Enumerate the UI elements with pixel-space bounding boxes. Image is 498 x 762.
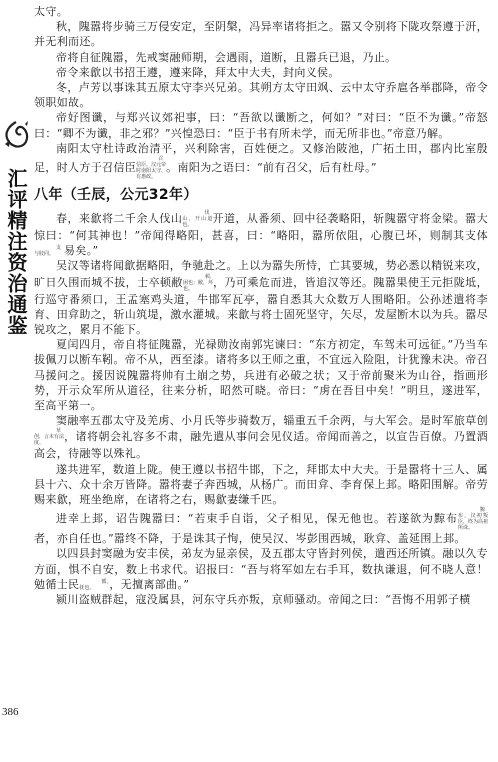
paragraph: 帝令来歙以书招王遵，遵来降，拜太中大夫，封向义侯。 (56, 65, 340, 79)
annotation-note: 伐山，开山道也。 (182, 210, 213, 229)
paragraph (34, 141, 488, 180)
annotation-note: 顿，困也；敝，坏也。 (182, 273, 215, 292)
paragraph (34, 507, 488, 546)
paragraph: 帝好图谶，与郑兴议郊祀事，曰：“吾欲以谶断之，何如？”对曰：“臣不为谶。”帝怒曰：“卿不为谶，非之邪？”兴惶恐曰：“臣于书有所未学，而无所非也。”帝意乃解。 (34, 111, 488, 140)
paragraph (34, 413, 488, 461)
paragraph (34, 210, 488, 258)
paragraph-text: 吴汉等诸将闻歙据略阳，争驰赴之。上以为嚣失所恃，亡其要城，势必悉以精锐来攻，旷日久围而城不拔，士卒顿敝 (34, 259, 488, 289)
paragraph: 夏闰四月，帝自将征隗嚣，光禄勋汝南郭宪谏曰：“东方初定，车驾未可远征。”乃当车拔佩刀以断车靷。帝不从，西至漆。诸将多以王师之重，不宜远入险阻，计犹豫未决。帝召马援问之。援因说隗嚣将帅有土崩之势，兵进有必破之状；又于帝前聚米为山谷，指画形势，开示众军所从道径，往来分析，昭然可晓。帝曰：“虏在吾目中矣！”明旦，遂进军，至高平第一。 (34, 338, 488, 413)
paragraph-text: 。南阳为之语曰：“前有召父，后有杜母。” (166, 161, 377, 175)
book-sidebar (0, 120, 32, 460)
paragraph: 遂共进军，数道上陇。使王遵以书招牛邯，下之，拜邯太中大夫。于是嚣将十三人、属县十六、众十余万皆降。嚣将妻子奔西城，从杨广。而田弇、李育保上邽。略阳围解。帝劳赐来歙，班坐绝席，在诸将之右，赐歙妻缣千匹。 (34, 462, 488, 507)
annotation-note: 循，抚也。 (79, 578, 112, 591)
book-title: 汇评精注资治通鉴 (4, 168, 28, 336)
annotation-note: 草创，言未有法度。 (34, 428, 65, 447)
paragraph-text: 者，亦自任也。”嚣终不降，于是诛其子恂，使吴汉、岑彭围西城，耿弇、盖延围上邽。 (34, 532, 466, 546)
annotation-note: 支与肢同。 (34, 245, 62, 258)
paragraph-text: 易矣。” (64, 244, 99, 258)
body-text (34, 4, 488, 607)
paragraph-text: 春，来歙将二千余人伐山 (56, 212, 183, 226)
annotation-note: 黥布，汉初叛臣，终为高祖所诛。 (458, 507, 489, 532)
paragraph (34, 546, 488, 592)
paragraph: 颍川盗贼群起，寇没属县，河东守兵亦叛，京师骚动。帝闻之曰：“吾悔不用郭子横 (56, 593, 471, 607)
dragon-emblem-icon (1, 120, 31, 152)
paragraph-text: ，乃可乘危而进，皆追汉等还。隗嚣果使王元拒陇坻，行巡守番须口，王孟塞鸡头道，牛邯军瓦亭，嚣自悉其大众数万人围略阳。公孙述遣将李育、田弇助之，斩山筑堤，激水灌城。来歙与将士固死坚守，矢尽，发屋断木以为兵。嚣尽锐攻之，累月不能下。 (34, 275, 488, 337)
paragraph-text: 以四县封窦融为安丰侯，弟友为显亲侯，及五郡太守皆封列侯，遣西还所镇。融以久专方面，惧不自安，数上书求代。诏报曰：“吾与将军如左右手耳，数执谦退，何不晓人意！勉循士民 (34, 547, 488, 591)
paragraph: 帝将自征隗嚣，先戒窦融师期，会遇雨，道断，且嚣兵已退，乃止。 (56, 50, 397, 64)
paragraph: 太守。 (34, 5, 69, 18)
paragraph-text: 南阳太守杜诗政治清平，兴利除害，百姓便之。又修治陂池，广拓土田，郡内比室殷足，时人方于召信臣 (34, 141, 488, 175)
paragraph-text: 进幸上邽，诏告隗嚣曰：“若束手自诣，父子相见，保无他也。若遂欲为黥布 (56, 512, 458, 526)
paragraph (34, 258, 488, 337)
paragraph-text: ，无擅离部曲。” (109, 577, 190, 591)
paragraph-text: 开道，从番须、回中径袭略阳，斩隗嚣守将金梁。嚣大惊曰：“何其神也！”帝闻得略阳，甚喜，曰：“略阳，嚣所依阻，心腹已坏，则制其支体 (34, 212, 488, 243)
paragraph-text: 窦融率五郡太守及羌虏、小月氏等步骑数万，辎重五千余两，与大军会。是时军旅草创 (56, 414, 488, 428)
page-number: 386 (2, 706, 19, 718)
section-heading: 八年（壬辰，公元32年） (34, 187, 198, 204)
paragraph-text: ，诸将朝会礼容多不肃，融先遣从事问会见仪适。帝闻而善之，以宣告百僚。乃置酒高会，待融等以殊礼。 (34, 430, 488, 461)
annotation-note: 召信臣，汉元帝时南阳太守，有惠政。 (136, 156, 167, 181)
paragraph: 冬，卢芳以事诛其五原太守李兴兄弟。其朔方太守田飒、云中太守乔扈各举郡降，帝令领职如故。 (34, 81, 488, 110)
paragraph: 秋，隗嚣将步骑三万侵安定，至阴槃，冯异率诸将拒之。嚣又令别将下陇攻祭遵于汧，并无利而还。 (34, 20, 488, 49)
